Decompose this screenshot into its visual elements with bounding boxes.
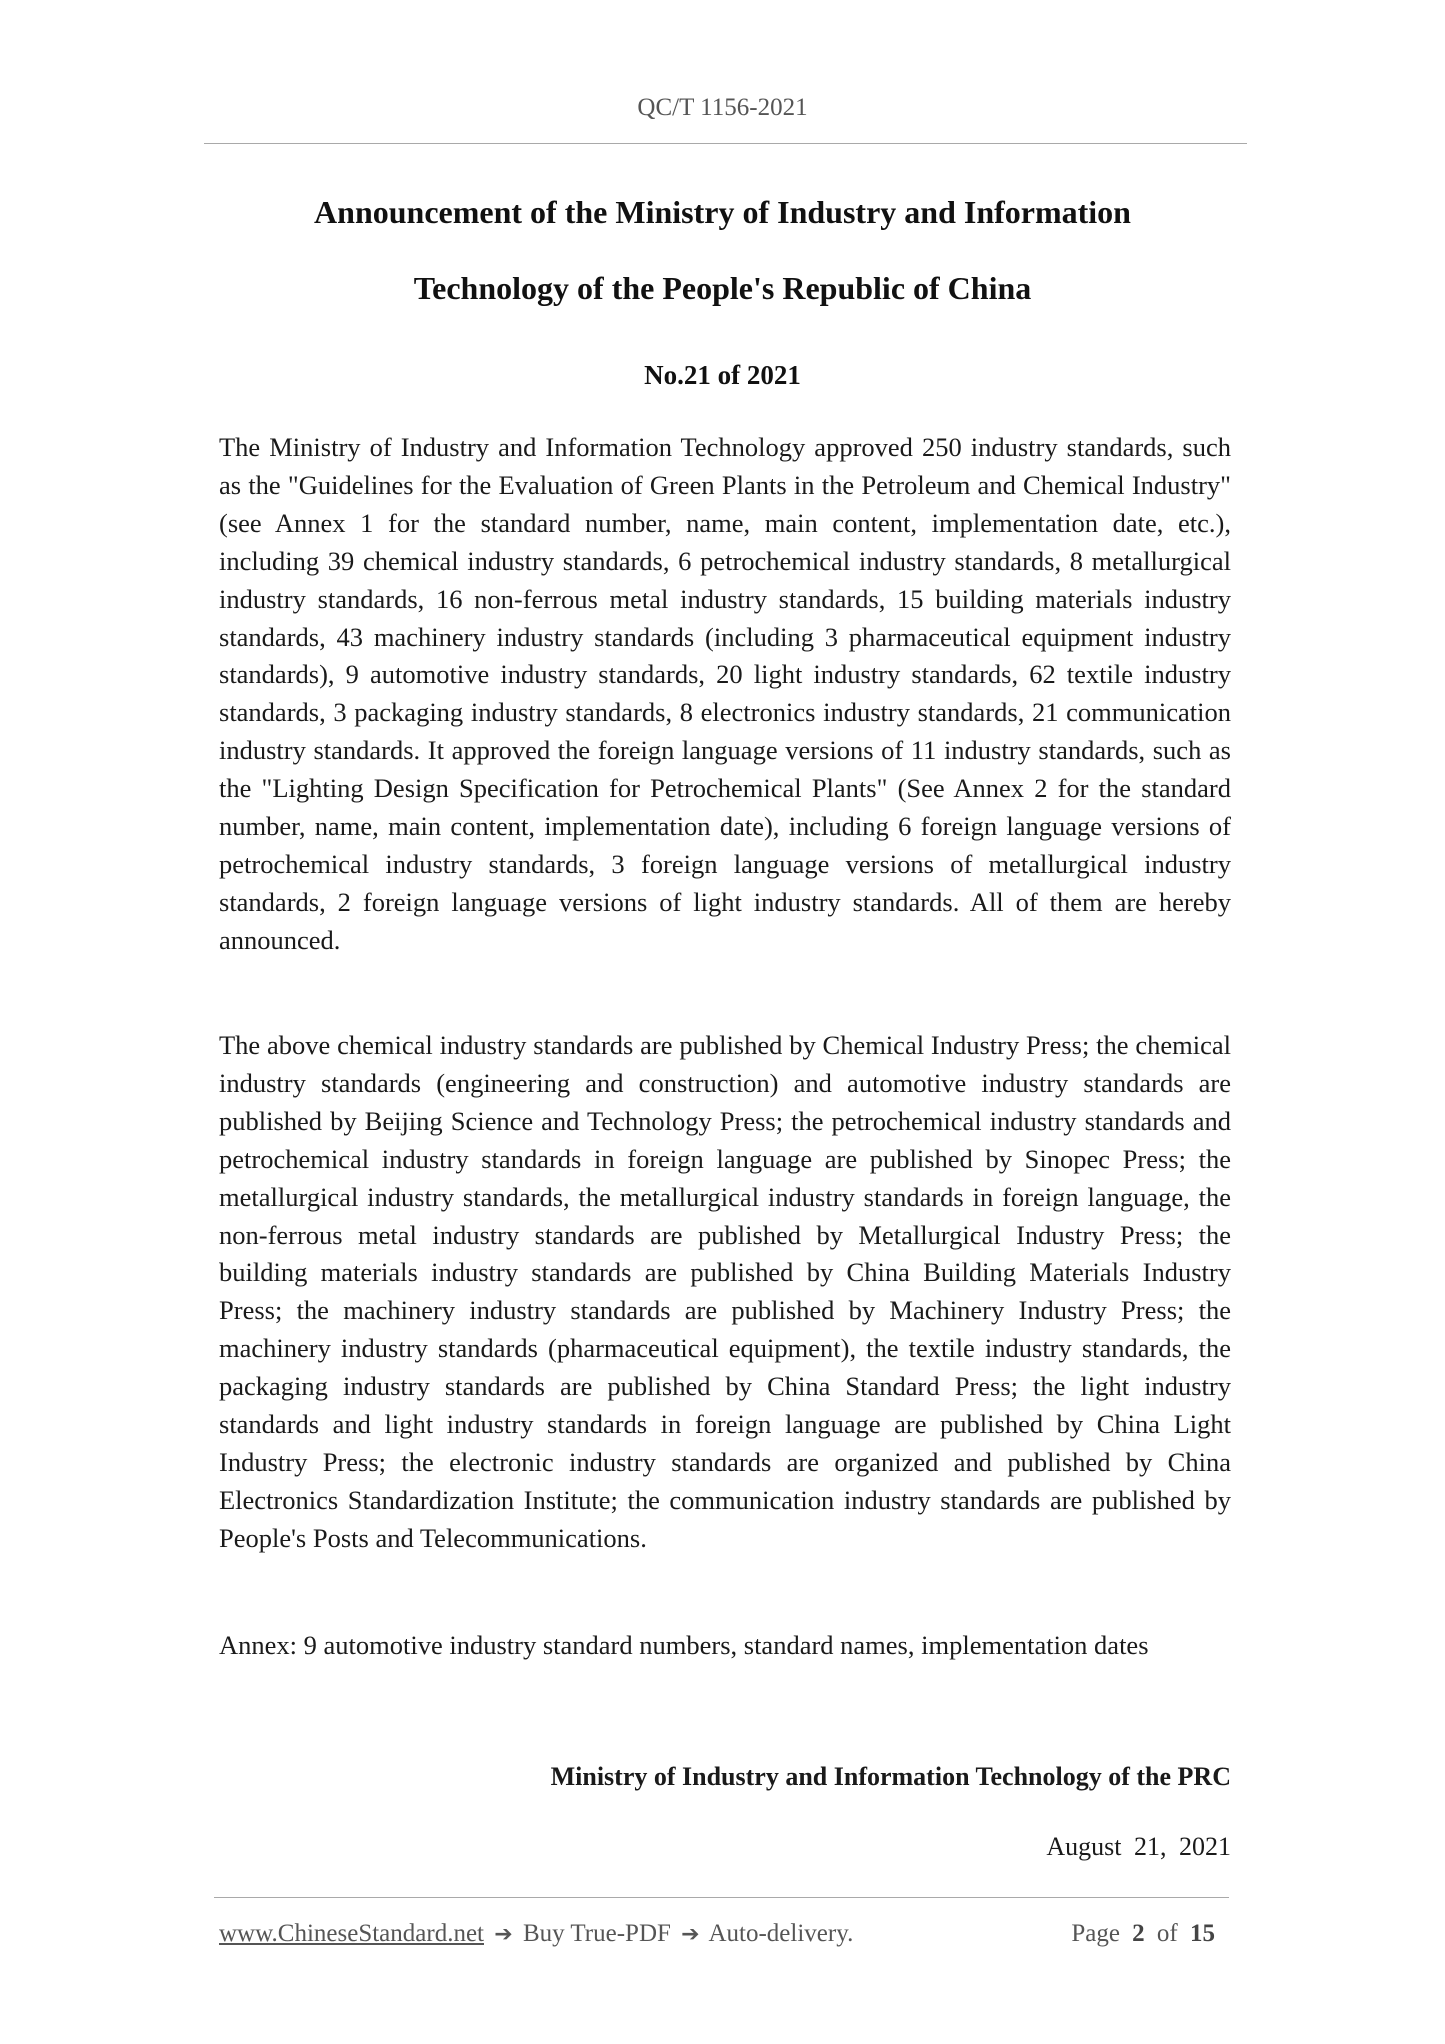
site-link[interactable]: www.ChineseStandard.net	[219, 1920, 484, 1947]
delivery-text: Auto-delivery.	[708, 1920, 854, 1947]
body-paragraph-1: The Ministry of Industry and Information Technology approved 250 industry standards, such as the "Guidelines for the Evaluation of Green Plants in the Petroleum and Chemical Industry" (see Annex 1 for the standard number, name, main content, implementation date, etc.), including 39 chemical industry standards, 6 petrochemical industry standards, 8 metallurgical industry standards, 16 non-ferrous metal industry standards, 15 building materials industry standards, 43 machinery industry standards (including 3 pharmaceutical equipment industry standards), 9 automotive industry standards, 20 light industry standards, 62 textile industry standards, 3 packaging industry standards, 8 electronics industry standards, 21 communication industry standards. It approved the foreign language versions of 11 industry standards, such as the "Lighting Design Specification for Petrochemical Plants" (See Annex 2 for the standard number, name, main content, implementation date), including 6 foreign language versions of petrochemical industry standards, 3 foreign language versions of metallurgical industry standards, 2 foreign language versions of light industry standards. All of them are hereby announced.	[219, 432, 1231, 955]
page-of-label: of	[1156, 1920, 1178, 1947]
buy-text: Buy True-PDF	[522, 1920, 671, 1947]
issuer-signature: Ministry of Industry and Information Technology of the PRC	[550, 1762, 1231, 1791]
footer-promo	[219, 1920, 853, 1948]
title-line-2: Technology of the People's Republic of China	[413, 270, 1032, 306]
page-label: Page	[1071, 1920, 1120, 1947]
annex-line: Annex: 9 automotive industry standard numbers, standard names, implementation dates	[219, 1630, 1149, 1660]
page-total: 15	[1190, 1920, 1215, 1947]
arrow-right-icon: ➔	[681, 1922, 700, 1947]
footer-divider	[214, 1897, 1229, 1898]
issue-date: August 21, 2021	[1046, 1832, 1231, 1861]
announcement-number: No.21 of 2021	[644, 360, 801, 390]
header-divider	[204, 143, 1247, 144]
page-current: 2	[1132, 1920, 1145, 1947]
running-header: QC/T 1156-2021	[637, 94, 808, 121]
page-indicator	[1071, 1920, 1221, 1948]
arrow-right-icon: ➔	[494, 1922, 513, 1947]
body-paragraph-2: The above chemical industry standards are published by Chemical Industry Press; the chemical industry standards (engineering and construction) and automotive industry standards are published by Beijing Science and Technology Press; the petrochemical industry standards and petrochemical industry standards in foreign language are published by Sinopec Press; the metallurgical industry standards, the metallurgical industry standards in foreign language, the non-ferrous metal industry standards are published by Metallurgical Industry Press; the building materials industry standards are published by China Building Materials Industry Press; the machinery industry standards are published by Machinery Industry Press; the machinery industry standards (pharmaceutical equipment), the textile industry standards, the packaging industry standards are published by China Standard Press; the light industry standards and light industry standards in foreign language are published by China Light Industry Press; the electronic industry standards are organized and published by China Electronics Standardization Institute; the communication industry standards are published by People's Posts and Telecommunications.	[219, 1030, 1231, 1553]
title-line-1: Announcement of the Ministry of Industry and Information	[314, 194, 1131, 230]
